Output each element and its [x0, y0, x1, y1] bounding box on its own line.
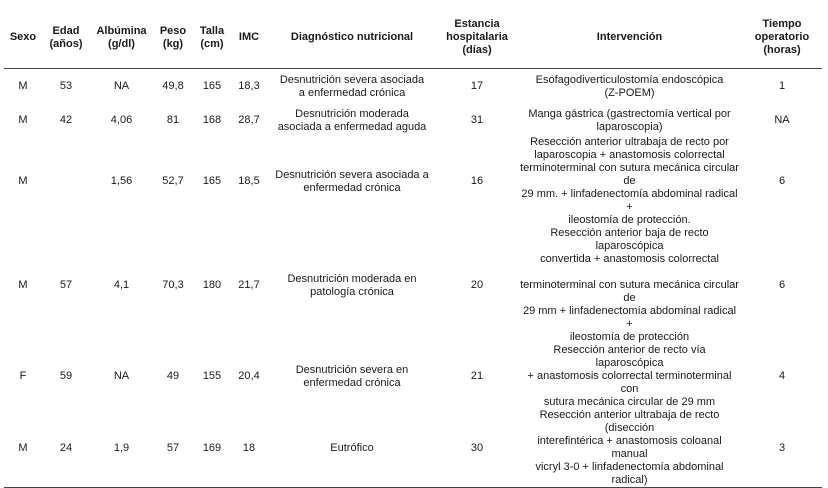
diagnostico-line: patología crónica — [310, 285, 394, 298]
intervencion-line: interefintérica + anastomosis coloanal manual — [537, 435, 722, 460]
diagnostico-line: enfermedad crónica — [303, 181, 401, 194]
header-tiempo-line: (horas) — [763, 44, 801, 57]
header-edad-line: Edad — [52, 24, 80, 37]
cell-diagnostico — [267, 105, 437, 136]
cell-edad — [42, 136, 90, 227]
cell-sexo: M — [18, 279, 28, 291]
cell-intervencion — [517, 68, 742, 105]
diagnostico-line: a enfermedad crónica — [298, 86, 406, 99]
cell-talla: 155 — [202, 370, 222, 382]
intervencion-line: laparoscopia + anastomosis colorrectal — [534, 149, 725, 161]
header-talla-line: (cm) — [200, 37, 224, 50]
intervencion-line: ileostomía de protección. — [568, 214, 691, 226]
cell-diagnostico — [267, 227, 437, 344]
header-edad-line: (años) — [49, 37, 83, 50]
header-intervencion-label: Intervención — [596, 31, 663, 44]
cell-estancia: 31 — [470, 114, 484, 126]
header-peso-line: Peso — [159, 24, 187, 37]
header-peso-line: (kg) — [162, 37, 184, 50]
cell-peso: 49,8 — [162, 80, 184, 93]
cell-estancia: 30 — [437, 409, 517, 488]
cell-intervencion — [517, 409, 742, 488]
cell-imc: 28,7 — [238, 114, 260, 126]
cell-sexo: M — [4, 409, 42, 488]
cell-intervencion — [517, 136, 742, 227]
intervencion-line: Resección anterior de recto vía laparoscópica — [553, 344, 706, 369]
cell-edad: 24 — [42, 409, 90, 488]
diagnostico-line: Desnutrición severa asociada — [279, 73, 425, 86]
cell-talla: 165 — [202, 80, 222, 93]
header-estancia-line: (días) — [462, 44, 492, 57]
cell-imc: 21,7 — [238, 279, 260, 291]
header-imc — [231, 8, 267, 68]
cell-intervencion — [517, 344, 742, 409]
header-sexo — [4, 8, 42, 68]
cell-peso: 52,7 — [162, 175, 184, 187]
header-edad — [42, 8, 90, 68]
header-tiempo-line: Tiempo — [762, 18, 802, 31]
intervencion-line: + anastomosis colorrectal terminoterminal con — [527, 370, 732, 395]
cell-albumina: 1,56 — [110, 175, 133, 187]
cell-estancia: 21 — [470, 370, 484, 382]
intervencion-line: Resección anterior ultrabaja de recto por — [530, 136, 729, 148]
intervencion-line: vicryl 3-0 + linfadenectomía abdominal radical) — [535, 461, 724, 486]
cell-estancia: 20 — [470, 279, 484, 291]
cell-imc: 18,3 — [238, 80, 260, 93]
intervencion-line: Resección anterior ultrabaja de recto (disección — [539, 409, 720, 434]
table-row — [4, 68, 822, 105]
intervencion-line: convertida + anastomosis colorrectal — [540, 253, 719, 265]
cell-diagnostico — [267, 344, 437, 409]
header-tiempo-line: operatorio — [754, 31, 810, 44]
header-diagnostico-label: Diagnóstico nutricional — [290, 31, 414, 44]
intervencion-line: sutura mecánica circular de 29 mm — [543, 396, 716, 408]
cell-albumina: NA — [113, 80, 130, 93]
intervencion-line: ileostomía de protección — [569, 331, 690, 343]
cell-albumina: 1,9 — [90, 409, 153, 488]
cell-talla: 169 — [193, 409, 231, 488]
cell-intervencion — [517, 105, 742, 136]
header-estancia-line: hospitalaria — [446, 31, 508, 44]
intervencion-line: Manga gástrica (gastrectomía vertical por — [528, 107, 731, 120]
header-estancia — [437, 8, 517, 68]
cell-tiempo: 6 — [778, 175, 786, 187]
intervencion-line: laparoscopia) — [596, 120, 663, 133]
header-estancia-line: Estancia — [454, 18, 500, 31]
diagnostico-line: Desnutrición moderada — [295, 107, 409, 120]
cell-tiempo: 1 — [778, 80, 786, 93]
cell-imc: 18 — [231, 409, 267, 488]
diagnostico-line: Desnutrición moderada en — [287, 272, 417, 285]
intervencion-line: Esofagodiverticulostomía endoscópica — [535, 73, 724, 86]
header-albumina-line: (g/dl) — [108, 37, 135, 50]
cell-diagnostico — [267, 68, 437, 105]
diagnostico-line: enfermedad crónica — [303, 376, 401, 389]
cell-sexo: F — [19, 370, 27, 382]
cell-talla: 180 — [202, 279, 222, 291]
cell-peso: 81 — [166, 114, 180, 126]
cell-estancia: 17 — [470, 80, 484, 93]
cell-tiempo: 6 — [778, 279, 786, 291]
table-row — [4, 227, 822, 344]
header-tiempo — [742, 8, 822, 68]
cell-albumina: NA — [113, 370, 130, 382]
cell-edad: 42 — [59, 114, 73, 126]
header-albumina-line: Albúmina — [96, 24, 147, 37]
cell-peso: 49 — [166, 370, 180, 382]
header-talla — [193, 8, 231, 68]
cell-diagnostico — [267, 136, 437, 227]
cell-intervencion — [517, 227, 742, 344]
diagnostico-line: asociada a enfermedad aguda — [277, 120, 427, 133]
cell-sexo: M — [18, 175, 28, 187]
table-row — [4, 136, 822, 227]
cell-sexo: M — [18, 114, 28, 126]
cell-sexo: M — [18, 80, 28, 93]
table-row — [4, 409, 822, 488]
header-peso — [153, 8, 193, 68]
header-row — [4, 8, 822, 68]
cell-peso: 70,3 — [162, 279, 184, 291]
table-row — [4, 105, 822, 136]
intervencion-line: Resección anterior baja de recto laparoscópica — [550, 227, 709, 252]
intervencion-line: 29 mm + linfadenectomía abdominal radical + — [522, 305, 737, 330]
diagnostico-line: Desnutrición severa asociada a — [275, 168, 429, 181]
cell-talla: 165 — [202, 175, 222, 187]
header-sexo-label: Sexo — [9, 31, 37, 44]
cell-diagnostico — [267, 409, 437, 488]
cell-peso: 57 — [153, 409, 193, 488]
cell-edad: 59 — [59, 370, 73, 382]
intervencion-line: (Z-POEM) — [604, 86, 655, 99]
cell-albumina: 4,1 — [113, 279, 130, 291]
header-intervencion — [517, 8, 742, 68]
header-imc-label: IMC — [238, 31, 260, 44]
cell-edad: 57 — [59, 279, 73, 291]
intervencion-line: terminoterminal con sutura mecánica circular de — [520, 279, 739, 304]
diagnostico-line: Desnutrición severa en — [295, 363, 409, 376]
cell-imc: 20,4 — [238, 370, 260, 382]
header-albumina — [90, 8, 153, 68]
intervencion-line: terminoterminal con sutura mecánica circular de — [520, 162, 739, 187]
cell-edad: 53 — [59, 80, 73, 93]
diagnostico-line: Eutrófico — [330, 441, 374, 454]
cell-estancia: 16 — [470, 175, 484, 187]
cell-albumina: 4,06 — [110, 114, 133, 126]
header-diagnostico — [267, 8, 437, 68]
cell-tiempo: 3 — [742, 409, 822, 488]
header-talla-line: Talla — [199, 24, 225, 37]
patient-table — [4, 8, 822, 488]
cell-imc: 18,5 — [238, 175, 260, 187]
table-row — [4, 344, 822, 409]
cell-talla: 168 — [202, 114, 222, 126]
intervencion-line: 29 mm. + linfadenectomía abdominal radical + — [521, 188, 738, 213]
cell-tiempo: 4 — [778, 370, 786, 382]
cell-tiempo: NA — [774, 114, 790, 126]
